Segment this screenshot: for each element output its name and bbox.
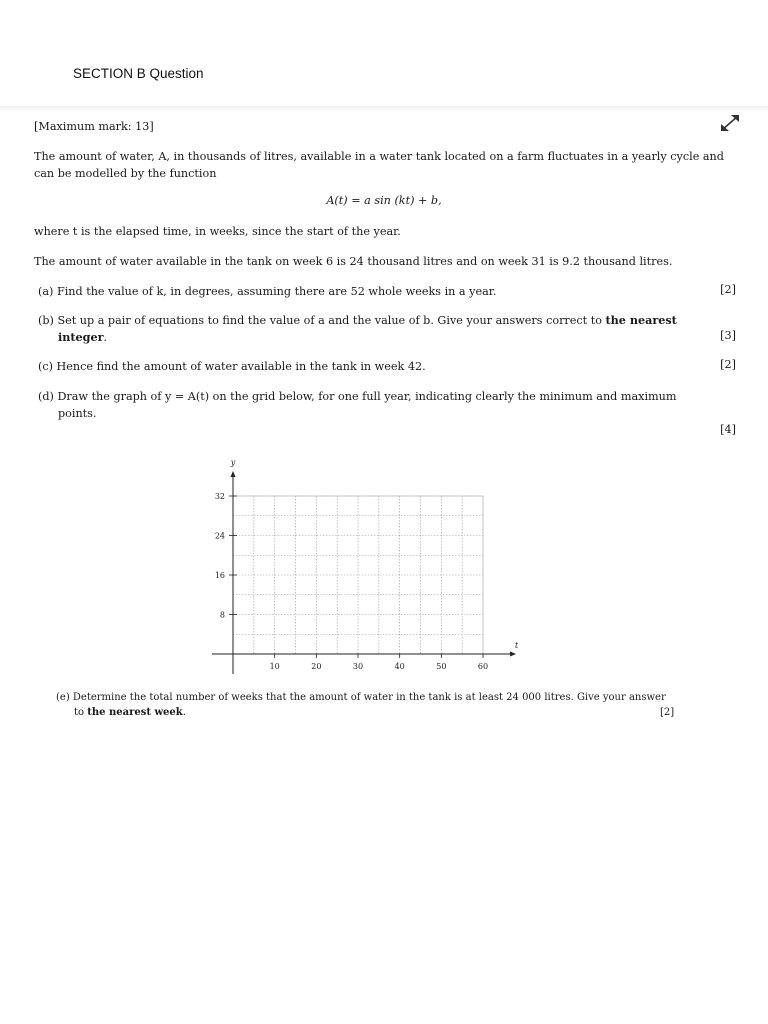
where-text: where t is the elapsed time, in weeks, since the start of the year.: [34, 225, 401, 238]
part-b-end: .: [103, 331, 108, 344]
part-e-end: .: [182, 707, 186, 718]
y-tick-label: 8: [219, 610, 225, 620]
model-formula: A(t) = a sin (kt) + b,: [326, 194, 442, 207]
part-e-bold: the nearest week: [87, 707, 183, 718]
x-tick-label: 60: [477, 662, 489, 671]
expand-icon[interactable]: [718, 113, 742, 133]
part-b-bold-2: integer: [58, 330, 104, 344]
part-c-mark: [2]: [720, 358, 736, 371]
part-a-text: (a) Find the value of k, in degrees, assuming there are 52 whole weeks in a year.: [38, 285, 497, 298]
header-divider: [0, 106, 768, 112]
part-e-to: to: [74, 707, 85, 718]
part-d-mark: [4]: [720, 423, 736, 436]
section-title: SECTION B Question: [73, 66, 204, 81]
part-d-text-2: points.: [58, 407, 97, 420]
x-tick-label: 30: [352, 662, 364, 671]
part-d-text-1: (d) Draw the graph of y = A(t) on the grid below, for one full year, indicating clearly the minimum and maximum: [38, 390, 677, 403]
y-axis-label: y: [230, 458, 236, 467]
max-mark: [Maximum mark: 13]: [34, 120, 154, 133]
part-b-text: [38, 312, 718, 329]
x-tick-label: 20: [311, 662, 322, 671]
x-axis-arrow: [510, 652, 516, 657]
x-tick-label: 10: [269, 662, 280, 671]
part-b-text-1: (b) Set up a pair of equations to find the value of a and the value of b. Give your answers correct to: [38, 314, 602, 327]
answer-grid: [200, 452, 530, 676]
intro-line-2: can be modelled by the function: [34, 167, 217, 180]
intro-line-1: The amount of water, A, in thousands of litres, available in a water tank located on a farm fluctuates in a yearly cycle and: [34, 150, 724, 163]
x-tick-label: 40: [394, 662, 405, 671]
part-c-text: (c) Hence find the amount of water available in the tank in week 42.: [38, 360, 426, 373]
y-tick-label: 32: [214, 492, 225, 501]
x-tick-label: 50: [436, 662, 447, 671]
y-tick-label: 24: [214, 531, 225, 541]
data-text: The amount of water available in the tank on week 6 is 24 thousand litres and on week 31 is 9.2 thousand litres.: [34, 255, 673, 268]
part-b-line-2: [58, 329, 107, 346]
x-axis-label: t: [515, 641, 519, 650]
y-axis-arrow: [231, 471, 236, 477]
part-e-text-2: [74, 705, 186, 720]
part-e-text-1: (e) Determine the total number of weeks that the amount of water in the tank is at least 24 000 litres. Give your answer: [56, 692, 666, 703]
part-b-bold-1: the nearest: [605, 313, 677, 327]
y-tick-label: 16: [214, 571, 225, 580]
part-a-mark: [2]: [720, 283, 736, 296]
part-b-mark: [3]: [720, 329, 736, 342]
part-e-mark: [2]: [660, 707, 675, 718]
